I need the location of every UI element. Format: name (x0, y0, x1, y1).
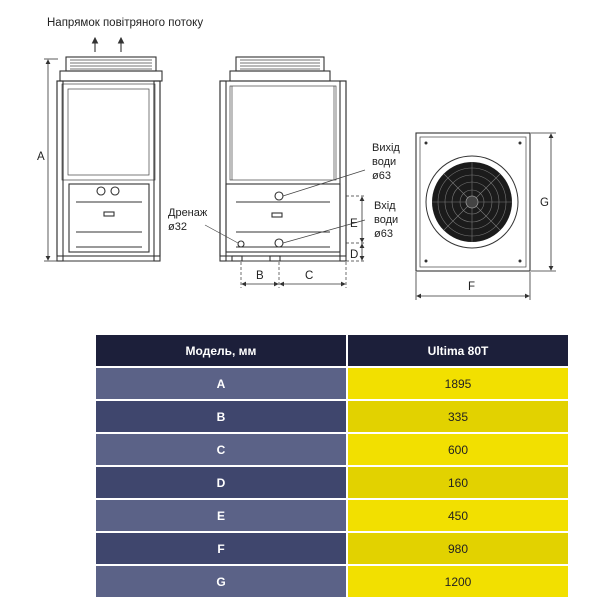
table-row (96, 434, 568, 465)
row-key: B (96, 401, 348, 432)
dimensions-table (96, 333, 568, 599)
svg-text:Дренаж: Дренаж (168, 207, 208, 219)
row-value: 335 (348, 401, 568, 432)
table-row (96, 368, 568, 399)
header-model: Модель, мм (96, 335, 348, 366)
svg-text:ø63: ø63 (374, 228, 393, 240)
front-view (37, 57, 162, 261)
table-header-row (96, 335, 568, 366)
airflow-arrows (95, 38, 121, 52)
table-row (96, 500, 568, 531)
row-value: 980 (348, 533, 568, 564)
svg-text:Вхід: Вхід (374, 200, 396, 212)
top-view (416, 133, 556, 300)
svg-text:ø63: ø63 (372, 170, 391, 182)
table-row (96, 533, 568, 564)
row-value: 450 (348, 500, 568, 531)
airflow-label: Напрямок повітряного потоку (47, 17, 204, 29)
dim-label-f: F (468, 281, 476, 293)
row-value: 160 (348, 467, 568, 498)
table-row (96, 467, 568, 498)
dim-label-b: B (256, 270, 264, 282)
drain-label (168, 207, 208, 233)
row-key: D (96, 467, 348, 498)
row-value: 1200 (348, 566, 568, 597)
inlet-connection (275, 239, 283, 247)
inlet-label (374, 200, 398, 240)
dim-label-c: C (305, 270, 314, 282)
table-row (96, 401, 568, 432)
side-view (205, 57, 366, 288)
dim-label-g: G (540, 197, 549, 209)
svg-text:ø32: ø32 (168, 221, 187, 233)
table-row (96, 566, 568, 597)
svg-text:води: води (374, 214, 399, 226)
outlet-connection (275, 192, 283, 200)
row-value: 1895 (348, 368, 568, 399)
row-key: F (96, 533, 348, 564)
svg-text:води: води (372, 156, 397, 168)
dim-label-a: A (37, 151, 45, 163)
row-key: C (96, 434, 348, 465)
outlet-label (372, 142, 400, 182)
header-value: Ultima 80T (348, 335, 568, 366)
row-value: 600 (348, 434, 568, 465)
row-key: G (96, 566, 348, 597)
dim-label-e: E (350, 218, 358, 230)
row-key: E (96, 500, 348, 531)
dim-label-d: D (350, 249, 359, 261)
row-key: A (96, 368, 348, 399)
svg-text:Вихід: Вихід (372, 142, 400, 154)
drain-connection (238, 241, 244, 247)
